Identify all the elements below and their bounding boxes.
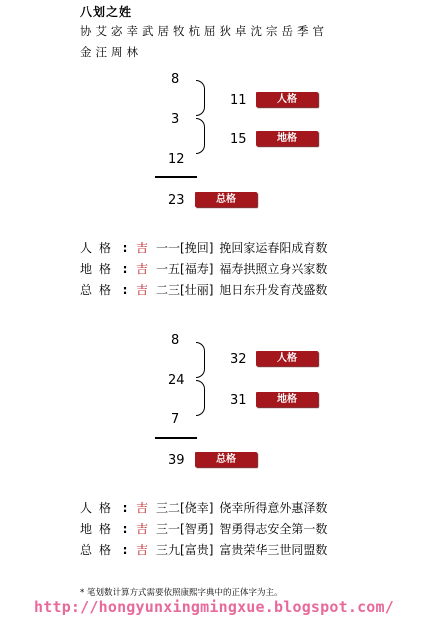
ren-bracket	[196, 342, 205, 378]
ren-bracket	[196, 80, 205, 116]
row-desc: 富贵荣华三世同盟数	[219, 543, 328, 557]
ren-badge: 人格	[256, 351, 318, 366]
di-badge: 地格	[256, 131, 318, 146]
stroke-top-number: 8	[171, 72, 180, 87]
di-value: 15	[230, 132, 247, 147]
surname-list	[80, 21, 400, 63]
row-colon: :	[122, 283, 128, 297]
stroke-mid-number: 24	[168, 373, 185, 388]
fortune-row	[80, 238, 327, 259]
row-label: 地格	[80, 522, 119, 536]
fortune-row	[80, 259, 327, 280]
stroke-top-number: 8	[171, 333, 180, 348]
row-term: 三一[智勇]	[156, 522, 214, 536]
watermark-url[interactable]: http://hongyunxingmingxue.blogspot.com/	[34, 598, 394, 616]
di-bracket	[196, 118, 205, 154]
row-desc: 福寿拱照立身兴家数	[219, 262, 328, 276]
fortune-row	[80, 498, 327, 519]
sum-line	[155, 437, 197, 439]
ren-badge: 人格	[256, 92, 318, 107]
fortune-row	[80, 540, 327, 561]
di-badge: 地格	[256, 392, 318, 407]
luck-value: 吉	[136, 241, 149, 255]
surname-line-1: 协艾宓幸武居牧杭屈狄卓沈宗岳季官	[80, 24, 328, 38]
luck-value: 吉	[136, 283, 149, 297]
ren-value: 11	[230, 93, 247, 108]
di-value: 31	[230, 393, 247, 408]
stroke-bottom-number: 7	[171, 412, 180, 427]
row-colon: :	[122, 241, 128, 255]
ren-value: 32	[230, 352, 247, 367]
stroke-mid-number: 3	[171, 112, 180, 127]
row-term: 二三[壮丽]	[156, 283, 214, 297]
fortune-table-1	[80, 238, 327, 301]
fortune-row	[80, 519, 327, 540]
row-term: 三二[侥幸]	[156, 501, 214, 515]
row-label: 人格	[80, 501, 119, 515]
zong-badge: 总格	[195, 192, 257, 207]
zong-badge: 总格	[195, 452, 257, 467]
surname-line-2: 金汪周林	[80, 45, 142, 59]
row-term: 三九[富贵]	[156, 543, 214, 557]
luck-value: 吉	[136, 543, 149, 557]
row-label: 地格	[80, 262, 119, 276]
di-bracket	[196, 380, 205, 416]
footnote: * 笔划数计算方式需要依照康熙字典中的正体字为主。	[80, 588, 283, 598]
luck-value: 吉	[136, 522, 149, 536]
row-term: 一五[福寿]	[156, 262, 214, 276]
row-desc: 侥幸所得意外惠泽数	[219, 501, 328, 515]
row-desc: 挽回家运春阳成育数	[219, 241, 328, 255]
row-label: 人格	[80, 241, 119, 255]
zong-value: 23	[168, 193, 185, 208]
row-label: 总格	[80, 543, 119, 557]
stroke-bottom-number: 12	[168, 152, 185, 167]
fortune-table-2	[80, 498, 327, 561]
row-colon: :	[122, 501, 128, 515]
row-term: 一一[挽回]	[156, 241, 214, 255]
row-colon: :	[122, 543, 128, 557]
row-label: 总格	[80, 283, 119, 297]
luck-value: 吉	[136, 501, 149, 515]
row-desc: 智勇得志安全第一数	[219, 522, 328, 536]
row-colon: :	[122, 522, 128, 536]
row-colon: :	[122, 262, 128, 276]
zong-value: 39	[168, 453, 185, 468]
sum-line	[155, 176, 197, 178]
page-title: 八划之姓	[80, 5, 133, 19]
row-desc: 旭日东升发育茂盛数	[219, 283, 328, 297]
fortune-row	[80, 280, 327, 301]
luck-value: 吉	[136, 262, 149, 276]
